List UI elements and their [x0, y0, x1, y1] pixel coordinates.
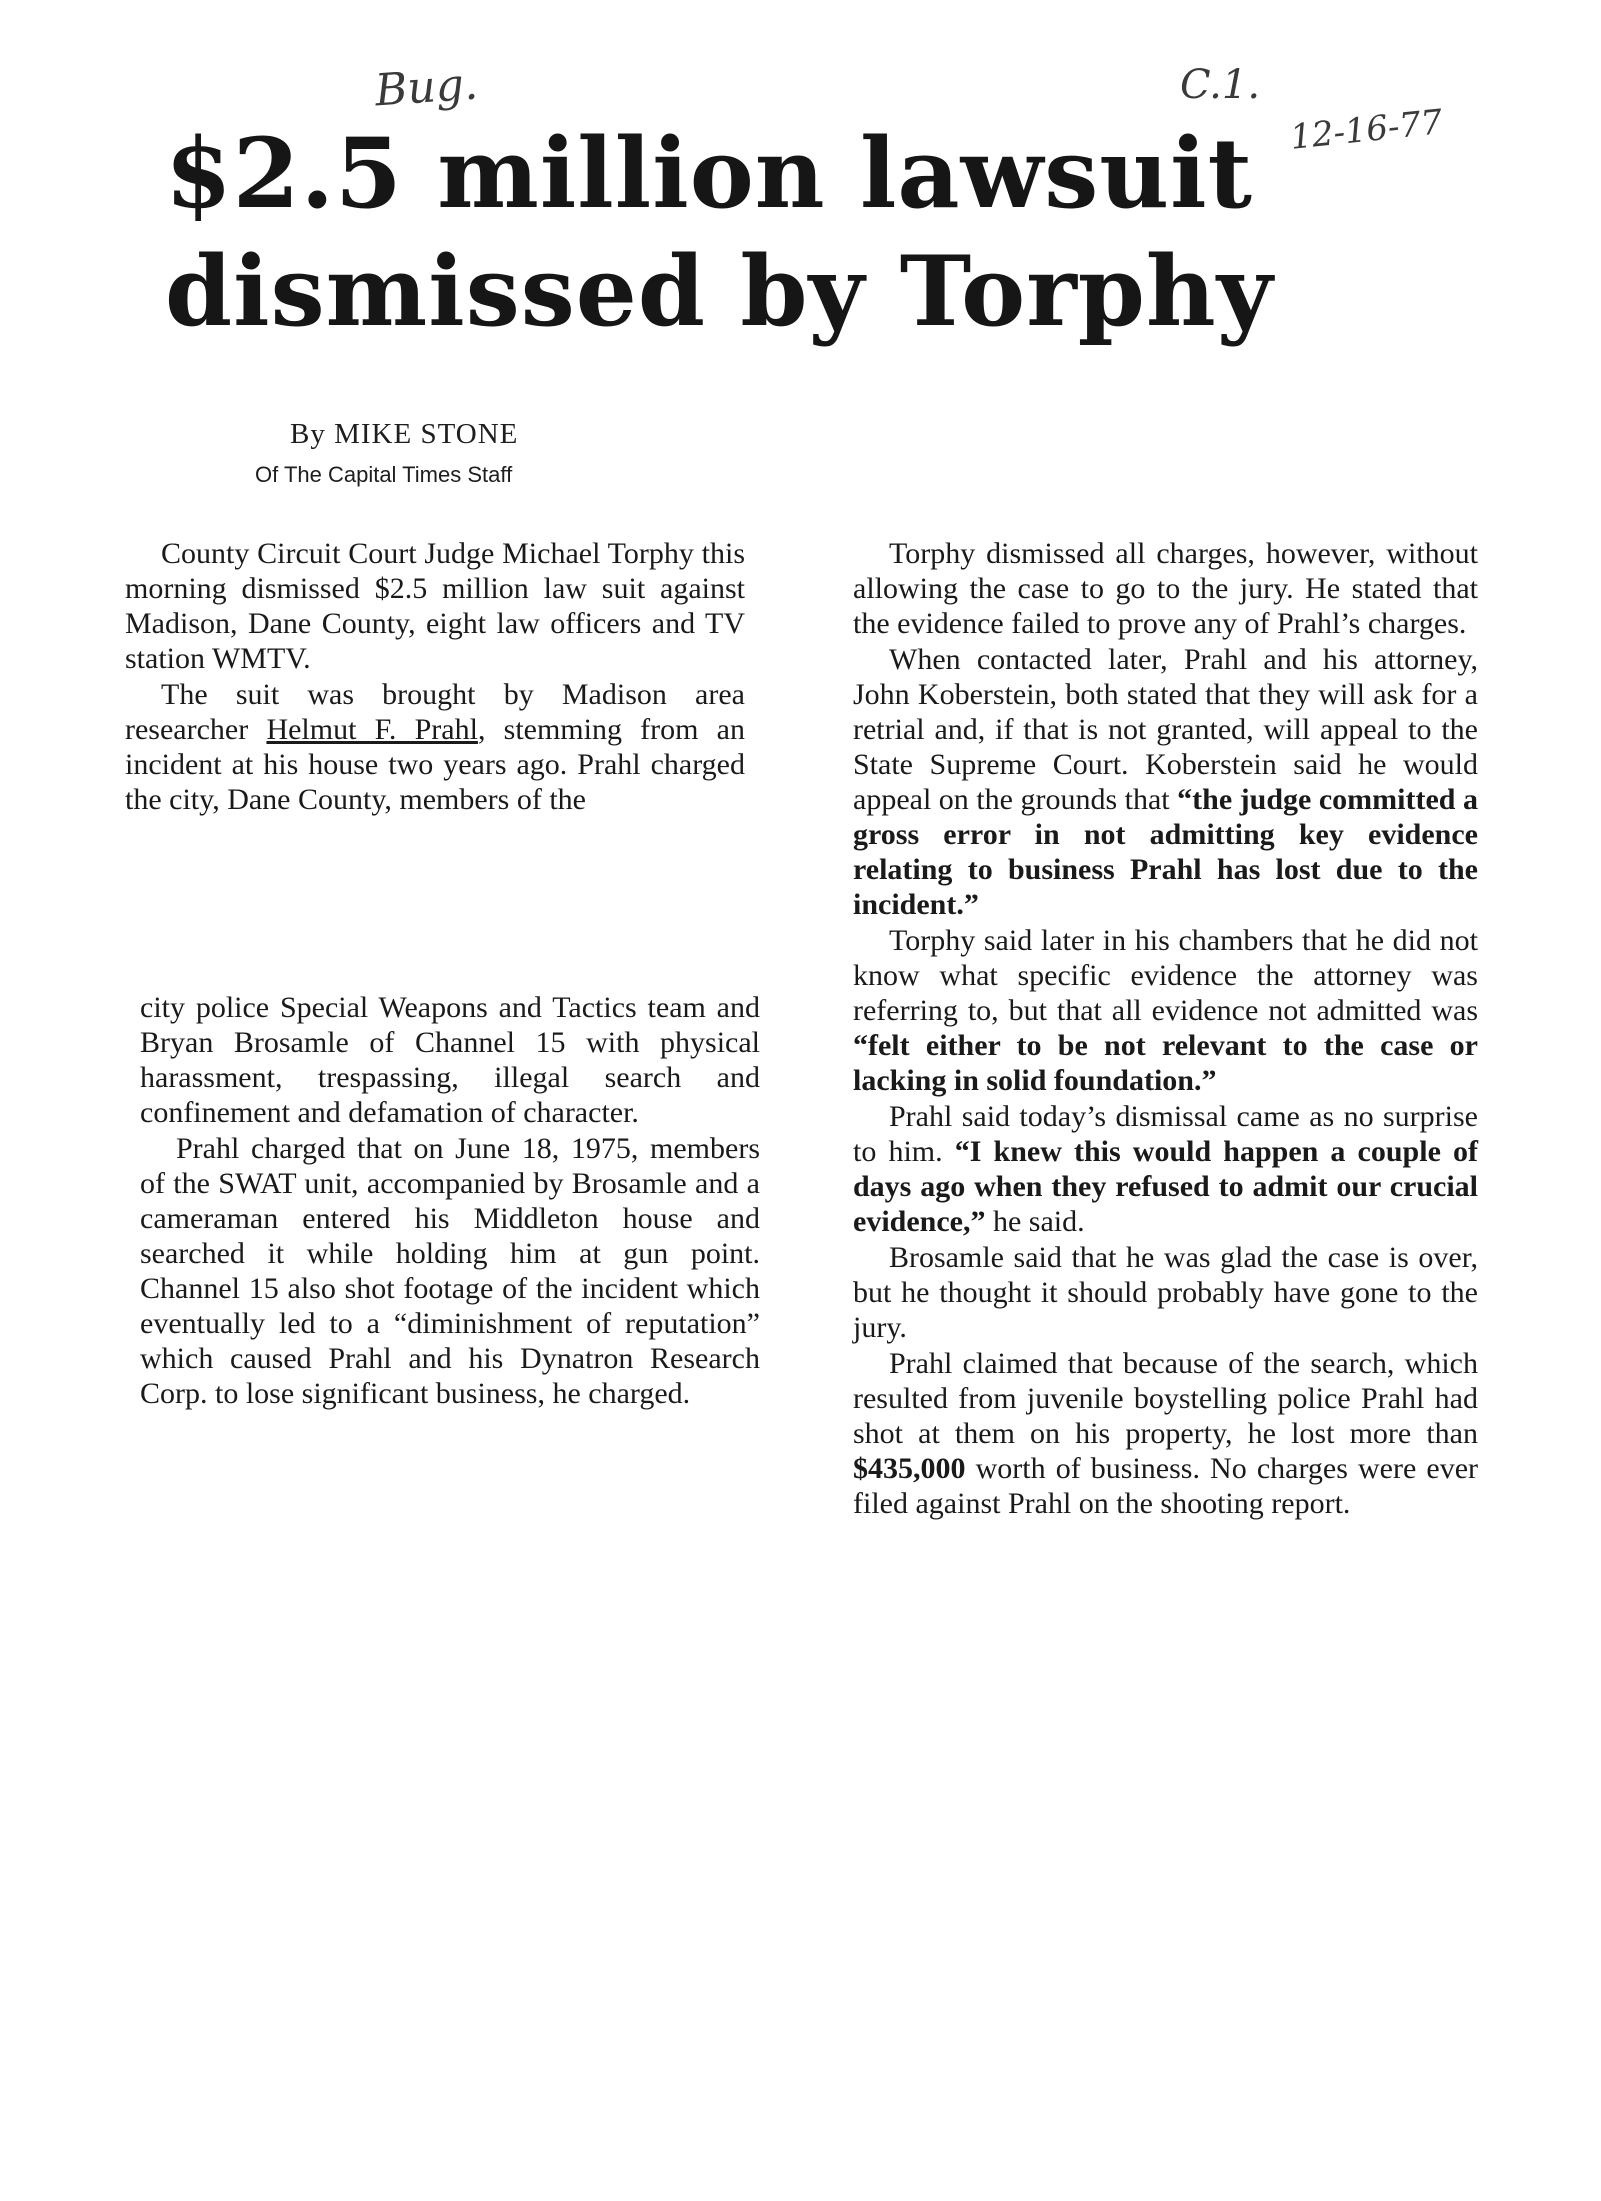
text-run: Torphy said later in his chambers that he did not know what specific evidence the attorney was referring to, but that all evidence not admitted was	[853, 924, 1478, 1027]
handwritten-date: 12-16-77	[1288, 102, 1445, 158]
text-run: The suit was brought by Madison area researcher	[125, 678, 745, 746]
text-run: , stemming from an incident at his house two years ago. Prahl charged the city, Dane County, members of the	[125, 713, 745, 816]
bold-quote: “the judge committed a gross error in not admitting key evidence relating to business Prahl has lost due to the incident.”	[853, 783, 1478, 921]
paragraph	[853, 1346, 1478, 1521]
text-run: When contacted later, Prahl and his attorney, John Koberstein, both stated that they will ask for a retrial and, if that is not granted, will appeal to the State Supreme Court. Koberstein said he would appeal on the grounds that	[853, 643, 1478, 816]
headline-line-1: $2.5 million lawsuit	[165, 117, 1253, 230]
handwritten-note-left: Bug.	[373, 58, 480, 117]
paragraph	[853, 1099, 1478, 1239]
headline	[165, 115, 1365, 351]
paragraph: Prahl charged that on June 18, 1975, members of the SWAT unit, accompanied by Brosamle and a cameraman entered his Middleton house and searched it while holding him at gun point. Channel 15 also shot footage of the incident which eventually led to a “diminishment of reputation” which caused Prahl and his Dynatron Research Corp. to lose significant business, he charged.	[140, 1132, 760, 1410]
paragraph: Brosamle said that he was glad the case is over, but he thought it should probably have gone to the jury.	[853, 1241, 1478, 1344]
article-column-3	[853, 536, 1478, 1521]
bold-quote: “I knew this would happen a couple of days ago when they refused to admit our crucial evidence,”	[853, 1135, 1478, 1238]
paragraph: city police Special Weapons and Tactics team and Bryan Brosamle of Channel 15 with physical harassment, trespassing, illegal search and confinement and defamation of character.	[140, 991, 760, 1129]
bold-quote: “felt either to be not relevant to the case or lacking in solid foundation.”	[853, 1029, 1478, 1097]
article-column-2	[140, 990, 760, 1411]
text-run: Prahl claimed that because of the search, which resulted from juvenile boystelling police Prahl had shot at them on his property, he lost more than	[853, 1347, 1478, 1450]
bold-amount: $435,000	[853, 1452, 966, 1485]
underlined-name: Helmut F. Prahl	[266, 713, 478, 746]
byline: By MIKE STONE	[290, 418, 519, 450]
paragraph: Torphy dismissed all charges, however, without allowing the case to go to the jury. He stated that the evidence failed to prove any of Prahl’s charges.	[853, 537, 1478, 640]
text-run: Prahl said today’s dismissal came as no surprise to him.	[853, 1100, 1478, 1168]
paragraph	[853, 923, 1478, 1098]
handwritten-note-right: C.1.	[1180, 62, 1261, 108]
paragraph	[125, 677, 745, 817]
paragraph	[853, 642, 1478, 922]
headline-line-2: dismissed by Torphy	[165, 235, 1274, 348]
staff-line: Of The Capital Times Staff	[255, 462, 513, 487]
paragraph: County Circuit Court Judge Michael Torphy this morning dismissed $2.5 million law suit against Madison, Dane County, eight law officers and TV station WMTV.	[125, 537, 745, 675]
text-run: worth of business. No charges were ever filed against Prahl on the shooting report.	[853, 1452, 1478, 1520]
article-column-1	[125, 536, 745, 817]
text-run: he said.	[985, 1205, 1085, 1238]
